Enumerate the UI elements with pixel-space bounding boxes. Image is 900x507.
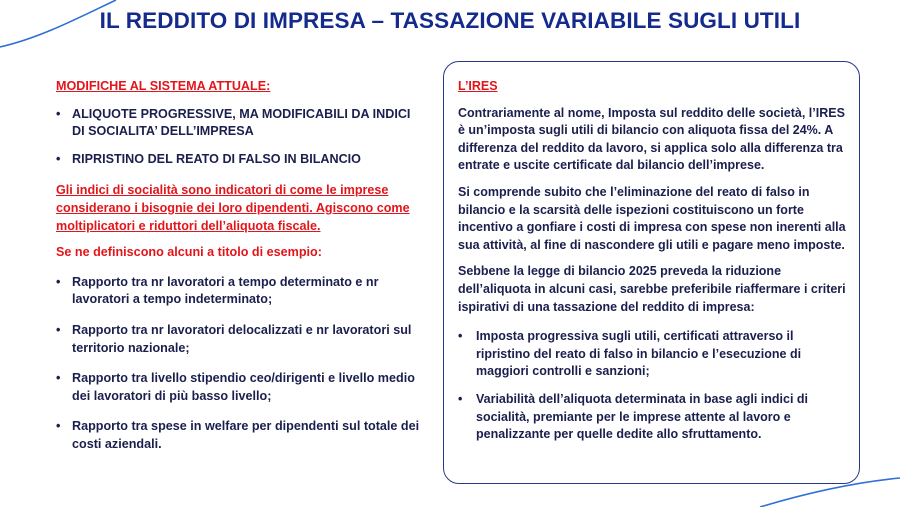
ires-paragraph: Si comprende subito che l’eliminazione del reato di falso in bilancio e la scarsità delle ispezioni costituiscono un forte incentivo a gonfiare i costi di impresa con spese non inerenti alla sua attività, al fine di nascondere gli utili e pagare meno imposte. <box>458 184 846 252</box>
changes-heading: MODIFICHE AL SISTEMA ATTUALE: <box>56 79 271 93</box>
slide-title: IL REDDITO DI IMPRESA – TASSAZIONE VARIABILE SUGLI UTILI <box>99 8 801 33</box>
example-item: • Rapporto tra spese in welfare per dipendenti sul totale dei costi aziendali. <box>56 418 424 453</box>
example-item: • Rapporto tra nr lavoratori a tempo determinato e nr lavoratori a tempo indeterminato; <box>56 274 424 309</box>
ires-heading: L’IRES <box>458 79 498 93</box>
ires-content <box>458 78 848 454</box>
ires-paragraph: Sebbene la legge di bilancio 2025 preveda la riduzione dell’aliquota in alcuni casi, sarebbe preferibile riaffermare i criteri ispirativi di una tassazione del reddito di impresa: <box>458 264 846 314</box>
ires-paragraph: Contrariamente al nome, Imposta sul reddito delle società, l’IRES è un’imposta sugli utili di bilancio con aliquota fissa del 24%. A differenza del reddito da lavoro, si applica solo alla differenza tra entrate e uscite certificate dal bilancio dell’imprese. <box>458 105 845 173</box>
example-item: • Rapporto tra livello stipendio ceo/dirigenti e livello medio dei lavoratori di più basso livello; <box>56 370 424 405</box>
ires-bullet: • Variabilità dell’aliquota determinata in base agli indici di socialità, premiante per le imprese attente al lavoro e penalizzante per quelle dedite allo sfruttamento. <box>458 391 848 444</box>
indices-intro: Gli indici di socialità sono indicatori di come le imprese considerano i bisognie dei loro dipendenti. Agiscono come moltiplicatori e riduttori dell’aliquota fiscale. <box>56 183 410 233</box>
change-item: • ALIQUOTE PROGRESSIVE, MA MODIFICABILI DA INDICI DI SOCIALITA’ DELL’IMPRESA <box>56 106 424 141</box>
ires-bullet: • Imposta progressiva sugli utili, certificati attraverso il ripristino del reato di falso in bilancio e l’esecuzione di maggiori controlli e sanzioni; <box>458 328 848 381</box>
change-item: • RIPRISTINO DEL REATO DI FALSO IN BILANCIO <box>56 151 424 169</box>
example-item: • Rapporto tra nr lavoratori delocalizzati e nr lavoratori sul territorio nazionale; <box>56 322 424 357</box>
left-column <box>56 78 424 467</box>
examples-intro: Se ne definiscono alcuni a titolo di esempio: <box>56 245 322 260</box>
